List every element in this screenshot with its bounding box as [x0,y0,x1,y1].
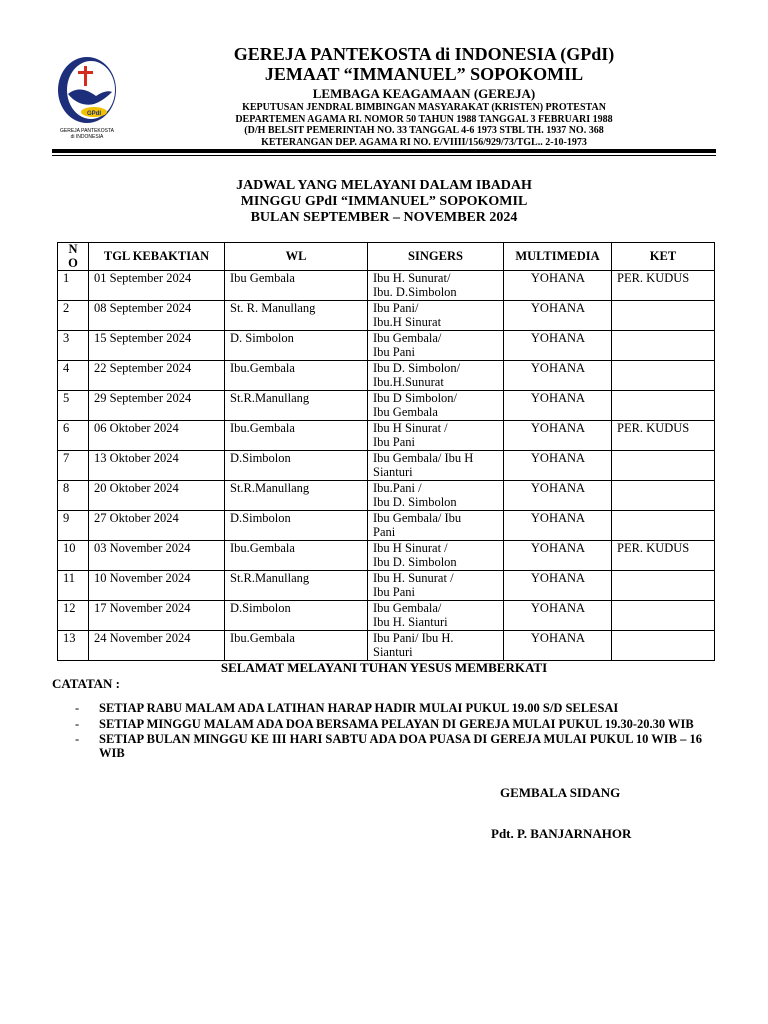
singers-line1: Ibu D. Simbolon/ [373,361,461,375]
note-text: SETIAP RABU MALAM ADA LATIHAN HARAP HADIR MULAI PUKUL 19.00 S/D SELESAI [99,701,619,715]
institution-type: LEMBAGA KEAGAMAAN (GEREJA) [312,86,536,101]
cell-no: 3 [58,331,89,361]
cell-no: 9 [58,511,89,541]
cell-no: 10 [58,541,89,571]
cell-multimedia: YOHANA [504,481,612,511]
cell-no: 5 [58,391,89,421]
letterhead [52,44,716,148]
table-row [58,331,715,361]
singers-line2: Sianturi [373,464,413,479]
cell-multimedia: YOHANA [504,421,612,451]
header-date: TGL KEBAKTIAN [89,243,225,271]
header-ket: KET [612,243,715,271]
cell-no: 2 [58,301,89,331]
singers-line1: Ibu H Sinurat / [373,421,448,435]
table-row [58,301,715,331]
cell-wl: St.R.Manullang [225,571,368,601]
note-text: SETIAP BULAN MINGGU KE III HARI SABTU ADA DOA PUASA DI GEREJA MULAI PUKUL 10 WIB – 16 WIB [99,732,702,760]
legal-line: DEPARTEMEN AGAMA RI. NOMOR 50 TAHUN 1988 TANGGAL 3 FEBRUARI 1988 [235,113,613,125]
singers-line2: Sianturi [373,644,413,659]
table-row [58,421,715,451]
table-row [58,271,715,301]
cell-ket [612,511,715,541]
cell-multimedia: YOHANA [504,511,612,541]
note-bullet: - [75,701,80,715]
singers-line1: Ibu H. Sunurat / [373,571,454,585]
singers-line2: Ibu D. Simbolon [373,554,457,569]
cell-ket [612,391,715,421]
cell-multimedia: YOHANA [504,451,612,481]
note-bullet: - [75,732,80,746]
cell-no: 6 [58,421,89,451]
logo-cross-horizontal [78,71,93,74]
cell-singers [368,271,504,301]
header-no-line1: N [68,242,78,256]
table-row [58,511,715,541]
cell-ket [612,361,715,391]
table-row [58,631,715,661]
cell-multimedia: YOHANA [504,361,612,391]
service-schedule-table [57,242,715,661]
cell-wl: Ibu.Gembala [225,421,368,451]
singers-line2: Ibu H. Sianturi [373,614,448,629]
cell-wl: D. Simbolon [225,331,368,361]
cell-wl: Ibu Gembala [225,271,368,301]
note-item [75,702,720,716]
cell-ket: PER. KUDUS [612,541,715,571]
cell-wl: D.Simbolon [225,451,368,481]
cell-no: 12 [58,601,89,631]
singers-line2: Ibu Pani [373,344,416,359]
cell-ket: PER. KUDUS [612,271,715,301]
cell-no: 7 [58,451,89,481]
note-item [75,718,720,732]
cell-date: 20 Oktober 2024 [89,481,225,511]
cell-date: 13 Oktober 2024 [89,451,225,481]
singers-line1: Ibu Pani/ [373,301,419,315]
singers-line1: Ibu H. Sunurat/ [373,271,451,285]
document-title [52,178,716,226]
cell-singers [368,631,504,661]
cell-ket [612,331,715,361]
cell-multimedia: YOHANA [504,571,612,601]
cell-multimedia: YOHANA [504,541,612,571]
table-row [58,571,715,601]
cell-wl: St. R. Manullang [225,301,368,331]
cell-date: 08 September 2024 [89,301,225,331]
cell-date: 29 September 2024 [89,391,225,421]
cell-multimedia: YOHANA [504,631,612,661]
legal-line: KEPUTUSAN JENDRAL BIMBINGAN MASYARAKAT (KRISTEN) PROTESTAN [242,102,606,113]
cell-singers [368,511,504,541]
cell-singers [368,391,504,421]
singers-line1: Ibu Gembala/ [373,331,442,345]
cell-multimedia: YOHANA [504,391,612,421]
header-multimedia: MULTIMEDIA [504,243,612,271]
cell-wl: D.Simbolon [225,601,368,631]
cell-wl: St.R.Manullang [225,391,368,421]
cell-multimedia: YOHANA [504,271,612,301]
logo-caption-line2: di INDONESIA [70,134,104,140]
cell-singers [368,451,504,481]
cell-multimedia: YOHANA [504,601,612,631]
table-row [58,361,715,391]
cell-singers [368,601,504,631]
singers-line1: Ibu Gembala/ Ibu [373,511,462,525]
singers-line1: Ibu D Simbolon/ [373,391,458,405]
title-line: BULAN SEPTEMBER – NOVEMBER 2024 [250,210,518,225]
congregation-name: JEMAAT “IMMANUEL” SOPOKOMIL [264,64,584,84]
signatory-role: GEMBALA SIDANG [500,785,621,800]
cell-date: 17 November 2024 [89,601,225,631]
cell-date: 27 Oktober 2024 [89,511,225,541]
singers-line2: Ibu.H.Sunurat [373,374,444,389]
cell-ket: PER. KUDUS [612,421,715,451]
singers-line2: Ibu D. Simbolon [373,494,457,509]
note-item [75,733,720,760]
table-row [58,601,715,631]
table-row [58,391,715,421]
cell-date: 06 Oktober 2024 [89,421,225,451]
cell-date: 15 September 2024 [89,331,225,361]
singers-line2: Ibu. D.Simbolon [373,284,457,299]
cell-wl: Ibu.Gembala [225,361,368,391]
cell-multimedia: YOHANA [504,331,612,361]
cell-date: 24 November 2024 [89,631,225,661]
cell-wl: St.R.Manullang [225,481,368,511]
note-text: SETIAP MINGGU MALAM ADA DOA BERSAMA PELAYAN DI GEREJA MULAI PUKUL 19.30-20.30 WIB [99,716,694,731]
cell-no: 1 [58,271,89,301]
organization-name: GEREJA PANTEKOSTA di INDONESIA (GPdI) [233,44,615,64]
cell-ket [612,481,715,511]
cell-singers [368,331,504,361]
cell-singers [368,421,504,451]
cell-no: 13 [58,631,89,661]
table-header-row [58,243,715,271]
cell-singers [368,571,504,601]
singers-line2: Ibu Pani [373,434,416,449]
singers-line1: Ibu Gembala/ [373,601,442,615]
notes-list [75,702,720,762]
letterhead-text [132,44,716,148]
cell-singers [368,361,504,391]
cell-ket [612,631,715,661]
signatory-name: Pdt. P. BANJARNAHOR [491,826,632,841]
cell-no: 4 [58,361,89,391]
legal-line: KETERANGAN DEP. AGAMA RI NO. E/VIIII/156/929/73/TGL.. 2-10-1973 [261,136,587,148]
cell-no: 11 [58,571,89,601]
singers-line1: Ibu H Sinurat / [373,541,448,555]
cell-date: 01 September 2024 [89,271,225,301]
singers-line2: Ibu Gembala [373,404,438,419]
cell-wl: Ibu.Gembala [225,541,368,571]
cell-date: 03 November 2024 [89,541,225,571]
notes-label: CATATAN : [52,676,121,691]
singers-line1: Ibu.Pani / [373,481,422,495]
logo-cross-vertical [84,66,87,86]
table-row [58,541,715,571]
cell-ket [612,451,715,481]
cell-singers [368,481,504,511]
cell-date: 10 November 2024 [89,571,225,601]
logo-caption-line1: GEREJA PANTEKOSTA [60,128,114,134]
cell-singers [368,301,504,331]
legal-line: (D/H BELSIT PEMERINTAH NO. 33 TANGGAL 4-6 1973 STBL TH. 1937 NO. 368 [244,125,604,136]
table-row [58,451,715,481]
header-no-line2: O [68,255,78,270]
header-divider-thin [52,155,716,156]
header-singers: SINGERS [368,243,504,271]
gpdi-logo-icon [52,50,122,142]
singers-line2: Pani [373,524,396,539]
header-wl: WL [225,243,368,271]
cell-ket [612,571,715,601]
cell-singers [368,541,504,571]
header-no [58,243,89,271]
logo-abbr: GPdI [86,111,102,117]
title-line: MINGGU GPdI “IMMANUEL” SOPOKOMIL [240,194,528,209]
cell-multimedia: YOHANA [504,301,612,331]
singers-line2: Ibu Pani [373,584,416,599]
cell-no: 8 [58,481,89,511]
cell-ket [612,301,715,331]
header-divider-thick [52,149,716,153]
singers-line1: Ibu Pani/ Ibu H. [373,631,454,645]
singers-line2: Ibu.H Sinurat [373,314,442,329]
singers-line1: Ibu Gembala/ Ibu H [373,451,474,465]
gpdi-logo-graphic [52,50,122,142]
note-bullet: - [75,716,80,731]
cell-date: 22 September 2024 [89,361,225,391]
table-row [58,481,715,511]
cell-ket [612,601,715,631]
title-line: JADWAL YANG MELAYANI DALAM IBADAH [236,178,532,193]
cell-wl: D.Simbolon [225,511,368,541]
cell-wl: Ibu.Gembala [225,631,368,661]
closing-blessing: SELAMAT MELAYANI TUHAN YESUS MEMBERKATI [220,660,548,675]
